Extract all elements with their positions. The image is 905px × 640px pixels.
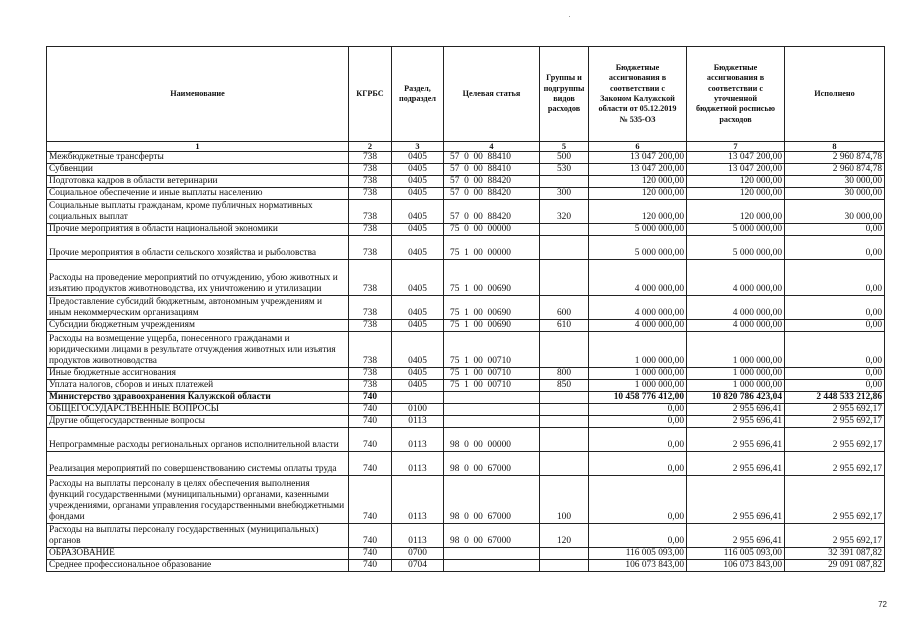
- row-budget-list: 2 955 696,41: [687, 404, 785, 416]
- row-section: 0113: [392, 452, 444, 476]
- row-budget-law: 1 000 000,00: [589, 332, 687, 368]
- header-section: Раздел, подраздел: [392, 47, 444, 142]
- row-group: [540, 452, 589, 476]
- row-section: 0704: [392, 560, 444, 572]
- row-name: Среднее профессиональное образование: [47, 560, 349, 572]
- row-budget-list: 13 047 200,00: [687, 164, 785, 176]
- row-kgrbs: 738: [349, 236, 392, 260]
- row-kgrbs: 740: [349, 476, 392, 524]
- header-row: [47, 47, 885, 142]
- header-executed: Исполнено: [785, 47, 885, 142]
- row-budget-law: 116 005 093,00: [589, 548, 687, 560]
- table-row: [47, 260, 885, 296]
- row-kgrbs: 740: [349, 548, 392, 560]
- row-executed: 2 955 692,17: [785, 452, 885, 476]
- row-target: 57 0 00 88410: [444, 164, 540, 176]
- row-section: 0405: [392, 176, 444, 188]
- row-group: 800: [540, 368, 589, 380]
- column-number-row: [47, 142, 885, 152]
- row-name: Реализация мероприятий по совершенствованию системы оплаты труда: [47, 452, 349, 476]
- row-target: [444, 560, 540, 572]
- row-executed: 0,00: [785, 224, 885, 236]
- row-section: 0405: [392, 332, 444, 368]
- row-target: 98 0 00 67000: [444, 476, 540, 524]
- row-group: 530: [540, 164, 589, 176]
- row-budget-list: 1 000 000,00: [687, 380, 785, 392]
- table-row: [47, 236, 885, 260]
- row-budget-law: 0,00: [589, 524, 687, 548]
- table-row: [47, 188, 885, 200]
- row-name: Социальные выплаты гражданам, кроме публичных нормативных социальных выплат: [47, 200, 349, 224]
- row-group: [540, 392, 589, 404]
- table-row: [47, 428, 885, 452]
- row-budget-law: 0,00: [589, 476, 687, 524]
- table-row: [47, 548, 885, 560]
- row-name: Уплата налогов, сборов и иных платежей: [47, 380, 349, 392]
- row-section: 0113: [392, 428, 444, 452]
- row-target: [444, 404, 540, 416]
- row-kgrbs: 740: [349, 428, 392, 452]
- row-name: Межбюджетные трансферты: [47, 152, 349, 164]
- row-kgrbs: 740: [349, 392, 392, 404]
- row-budget-list: 13 047 200,00: [687, 152, 785, 164]
- col-num-3: 3: [392, 142, 444, 152]
- row-target: 75 1 00 00710: [444, 368, 540, 380]
- row-budget-law: 120 000,00: [589, 200, 687, 224]
- row-executed: 0,00: [785, 296, 885, 320]
- row-target: 57 0 00 88420: [444, 176, 540, 188]
- table-body: [47, 152, 885, 572]
- row-name: Иные бюджетные ассигнования: [47, 368, 349, 380]
- table-row: [47, 332, 885, 368]
- col-num-5: 5: [540, 142, 589, 152]
- row-executed: 30 000,00: [785, 176, 885, 188]
- row-section: 0405: [392, 224, 444, 236]
- col-num-7: 7: [687, 142, 785, 152]
- row-budget-list: 1 000 000,00: [687, 332, 785, 368]
- row-budget-list: 4 000 000,00: [687, 320, 785, 332]
- col-num-4: 4: [444, 142, 540, 152]
- table-row: [47, 392, 885, 404]
- row-target: 57 0 00 88420: [444, 200, 540, 224]
- budget-table-container: [46, 46, 884, 572]
- table-row: [47, 404, 885, 416]
- row-executed: 0,00: [785, 380, 885, 392]
- row-budget-list: 2 955 696,41: [687, 476, 785, 524]
- row-name: Расходы на выплаты персоналу в целях обеспечения выполнения функций государственными (муниципальными) органами, казенными учреждениями, органами управления государственными внебюджетными фондами: [47, 476, 349, 524]
- row-budget-law: 5 000 000,00: [589, 236, 687, 260]
- row-group: [540, 428, 589, 452]
- row-budget-law: 120 000,00: [589, 176, 687, 188]
- row-name: Прочие мероприятия в области сельского хозяйства и рыболовства: [47, 236, 349, 260]
- row-budget-law: 10 458 776 412,00: [589, 392, 687, 404]
- row-name: Социальное обеспечение и иные выплаты населению: [47, 188, 349, 200]
- row-budget-list: 120 000,00: [687, 200, 785, 224]
- row-executed: 2 955 692,17: [785, 404, 885, 416]
- row-target: 98 0 00 67000: [444, 524, 540, 548]
- row-name: ОБРАЗОВАНИЕ: [47, 548, 349, 560]
- row-section: 0405: [392, 200, 444, 224]
- row-target: 75 1 00 00710: [444, 380, 540, 392]
- row-budget-list: 120 000,00: [687, 176, 785, 188]
- table-row: [47, 296, 885, 320]
- header-kgrbs: КГРБС: [349, 47, 392, 142]
- row-section: 0113: [392, 476, 444, 524]
- row-budget-list: 2 955 696,41: [687, 452, 785, 476]
- row-target: [444, 392, 540, 404]
- row-kgrbs: 738: [349, 368, 392, 380]
- row-name: ОБЩЕГОСУДАРСТВЕННЫЕ ВОПРОСЫ: [47, 404, 349, 416]
- row-section: 0113: [392, 524, 444, 548]
- row-kgrbs: 738: [349, 188, 392, 200]
- row-group: 850: [540, 380, 589, 392]
- row-target: 57 0 00 88420: [444, 188, 540, 200]
- row-budget-list: 4 000 000,00: [687, 260, 785, 296]
- table-row: [47, 416, 885, 428]
- row-executed: 2 955 692,17: [785, 476, 885, 524]
- row-executed: 2 960 874,78: [785, 152, 885, 164]
- row-kgrbs: 740: [349, 560, 392, 572]
- header-budget-law: Бюджетные ассигнования в соответствии с Законом Калужской области от 05.12.2019 № 535-ОЗ: [589, 47, 687, 142]
- header-name: Наименование: [47, 47, 349, 142]
- table-row: [47, 224, 885, 236]
- row-budget-law: 0,00: [589, 404, 687, 416]
- row-kgrbs: 738: [349, 224, 392, 236]
- row-kgrbs: 740: [349, 416, 392, 428]
- row-budget-law: 120 000,00: [589, 188, 687, 200]
- row-kgrbs: 738: [349, 152, 392, 164]
- col-num-8: 8: [785, 142, 885, 152]
- row-budget-list: 5 000 000,00: [687, 236, 785, 260]
- table-row: [47, 368, 885, 380]
- row-target: 75 1 00 00000: [444, 236, 540, 260]
- row-section: 0405: [392, 152, 444, 164]
- row-name: Расходы на возмещение ущерба, понесенного гражданами и юридическими лицами в результате отчуждения животных или изъятия продуктов животноводства: [47, 332, 349, 368]
- row-group: 100: [540, 476, 589, 524]
- row-section: 0405: [392, 260, 444, 296]
- row-group: [540, 236, 589, 260]
- table-row: [47, 152, 885, 164]
- row-group: 500: [540, 152, 589, 164]
- row-executed: 0,00: [785, 368, 885, 380]
- col-num-1: 1: [47, 142, 349, 152]
- row-name: Министерство здравоохранения Калужской области: [47, 392, 349, 404]
- row-group: 610: [540, 320, 589, 332]
- row-executed: 0,00: [785, 332, 885, 368]
- row-kgrbs: 738: [349, 332, 392, 368]
- row-executed: 2 448 533 212,86: [785, 392, 885, 404]
- row-kgrbs: 738: [349, 200, 392, 224]
- row-budget-list: 2 955 696,41: [687, 524, 785, 548]
- row-section: 0405: [392, 320, 444, 332]
- scan-speck: [569, 16, 570, 17]
- table-row: [47, 164, 885, 176]
- table-row: [47, 200, 885, 224]
- row-group: [540, 548, 589, 560]
- row-group: 300: [540, 188, 589, 200]
- row-kgrbs: 738: [349, 164, 392, 176]
- page-number: 72: [878, 600, 887, 609]
- row-section: 0405: [392, 296, 444, 320]
- row-section: 0113: [392, 416, 444, 428]
- row-group: [540, 416, 589, 428]
- row-kgrbs: 738: [349, 320, 392, 332]
- header-budget-list: Бюджетные ассигнования в соответствии с уточненной бюджетной росписью расходов: [687, 47, 785, 142]
- row-budget-law: 0,00: [589, 428, 687, 452]
- row-target: 75 1 00 00710: [444, 332, 540, 368]
- row-group: [540, 176, 589, 188]
- row-budget-law: 0,00: [589, 416, 687, 428]
- row-target: 75 1 00 00690: [444, 320, 540, 332]
- row-name: Подготовка кадров в области ветеринарии: [47, 176, 349, 188]
- row-name: Предоставление субсидий бюджетным, автономным учреждениям и иным некоммерческим организациям: [47, 296, 349, 320]
- row-executed: 32 391 087,82: [785, 548, 885, 560]
- row-executed: 29 091 087,82: [785, 560, 885, 572]
- row-budget-list: 2 955 696,41: [687, 416, 785, 428]
- row-section: [392, 392, 444, 404]
- row-executed: 2 955 692,17: [785, 524, 885, 548]
- row-group: 600: [540, 296, 589, 320]
- table-row: [47, 176, 885, 188]
- table-row: [47, 452, 885, 476]
- table-row: [47, 380, 885, 392]
- row-kgrbs: 738: [349, 296, 392, 320]
- row-group: [540, 332, 589, 368]
- row-executed: 0,00: [785, 260, 885, 296]
- row-budget-law: 4 000 000,00: [589, 296, 687, 320]
- row-budget-law: 4 000 000,00: [589, 260, 687, 296]
- row-budget-law: 13 047 200,00: [589, 152, 687, 164]
- row-name: Расходы на проведение мероприятий по отчуждению, убою животных и изъятию продуктов животноводства, их уничтожению и утилизации: [47, 260, 349, 296]
- row-target: 75 0 00 00000: [444, 224, 540, 236]
- row-budget-law: 1 000 000,00: [589, 368, 687, 380]
- row-target: 57 0 00 88410: [444, 152, 540, 164]
- row-target: 98 0 00 67000: [444, 452, 540, 476]
- row-budget-list: 1 000 000,00: [687, 368, 785, 380]
- row-budget-law: 1 000 000,00: [589, 380, 687, 392]
- row-name: Прочие мероприятия в области национальной экономики: [47, 224, 349, 236]
- row-kgrbs: 738: [349, 260, 392, 296]
- row-group: [540, 560, 589, 572]
- row-budget-list: 10 820 786 423,04: [687, 392, 785, 404]
- header-group: Группы и подгруппы видов расходов: [540, 47, 589, 142]
- row-name: Другие общегосударственные вопросы: [47, 416, 349, 428]
- col-num-6: 6: [589, 142, 687, 152]
- row-section: 0700: [392, 548, 444, 560]
- row-name: Субсидии бюджетным учреждениям: [47, 320, 349, 332]
- row-group: 120: [540, 524, 589, 548]
- row-section: 0405: [392, 236, 444, 260]
- row-budget-list: 2 955 696,41: [687, 428, 785, 452]
- row-budget-law: 0,00: [589, 452, 687, 476]
- row-target: [444, 548, 540, 560]
- row-group: [540, 224, 589, 236]
- row-executed: 2 955 692,17: [785, 416, 885, 428]
- row-executed: 30 000,00: [785, 200, 885, 224]
- table-row: [47, 320, 885, 332]
- row-name: Субвенции: [47, 164, 349, 176]
- row-target: 75 1 00 00690: [444, 260, 540, 296]
- row-group: [540, 404, 589, 416]
- row-budget-list: 120 000,00: [687, 188, 785, 200]
- row-budget-law: 4 000 000,00: [589, 320, 687, 332]
- row-target: 75 1 00 00690: [444, 296, 540, 320]
- table-row: [47, 476, 885, 524]
- row-section: 0100: [392, 404, 444, 416]
- row-section: 0405: [392, 188, 444, 200]
- header-target: Целевая статья: [444, 47, 540, 142]
- row-kgrbs: 738: [349, 176, 392, 188]
- row-budget-law: 13 047 200,00: [589, 164, 687, 176]
- row-target: [444, 416, 540, 428]
- row-executed: 30 000,00: [785, 188, 885, 200]
- row-budget-list: 5 000 000,00: [687, 224, 785, 236]
- row-budget-list: 106 073 843,00: [687, 560, 785, 572]
- row-budget-list: 4 000 000,00: [687, 296, 785, 320]
- row-executed: 2 955 692,17: [785, 428, 885, 452]
- row-budget-law: 106 073 843,00: [589, 560, 687, 572]
- row-name: Непрограммные расходы региональных органов исполнительной власти: [47, 428, 349, 452]
- row-name: Расходы на выплаты персоналу государственных (муниципальных) органов: [47, 524, 349, 548]
- row-kgrbs: 740: [349, 452, 392, 476]
- row-budget-list: 116 005 093,00: [687, 548, 785, 560]
- row-section: 0405: [392, 368, 444, 380]
- row-section: 0405: [392, 164, 444, 176]
- row-group: [540, 260, 589, 296]
- row-section: 0405: [392, 380, 444, 392]
- row-executed: 0,00: [785, 236, 885, 260]
- col-num-2: 2: [349, 142, 392, 152]
- table-row: [47, 560, 885, 572]
- row-budget-law: 5 000 000,00: [589, 224, 687, 236]
- row-kgrbs: 740: [349, 404, 392, 416]
- row-target: 98 0 00 00000: [444, 428, 540, 452]
- row-executed: 0,00: [785, 320, 885, 332]
- row-group: 320: [540, 200, 589, 224]
- row-executed: 2 960 874,78: [785, 164, 885, 176]
- table-row: [47, 524, 885, 548]
- row-kgrbs: 738: [349, 380, 392, 392]
- budget-execution-table: [46, 46, 885, 572]
- row-kgrbs: 740: [349, 524, 392, 548]
